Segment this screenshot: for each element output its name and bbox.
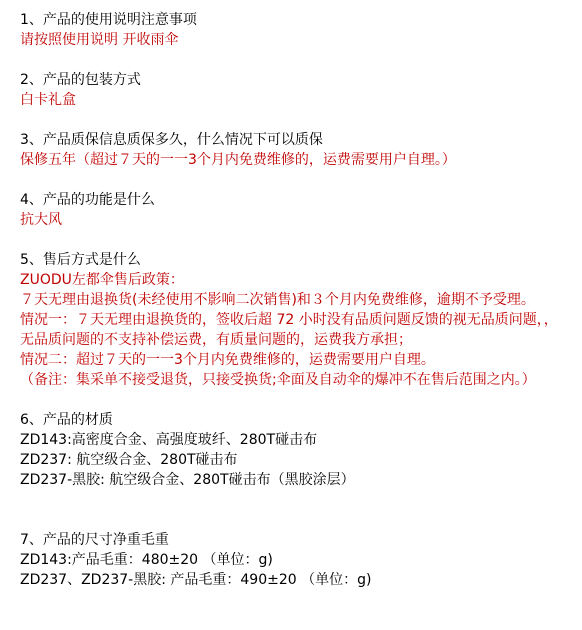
after-sales-case-two: 情况二：超过７天的一一3个月内免费维修的，运费需要用户自理。 (20, 352, 435, 368)
qa-document (20, 10, 570, 590)
after-sales-policy-title: ZUODU左都伞售后政策： (20, 272, 184, 288)
answer-warranty: 保修五年（超过７天的一一3个月内免费维修的，运费需要用户自理。） (20, 152, 456, 168)
answer-packaging: 白卡礼盒 (20, 92, 76, 108)
question-warranty: 3、产品质保信息质保多久，什么情况下可以质保 (20, 132, 323, 148)
section-function (20, 190, 570, 230)
section-material (20, 410, 570, 490)
weight-item: ZD237、ZD237-黑胶: 产品毛重：490±20 （单位：g) (20, 572, 372, 588)
answer-usage: 请按照使用说明 开收雨伞 (20, 32, 179, 48)
after-sales-case-one: 情况一：７天无理由退换货的，签收后超 72 小时没有品质问题反馈的视无品质问题，，无品质问题的不支持补偿运费，有质量问题的，运费我方承担； (20, 312, 558, 348)
question-packaging: 2、产品的包装方式 (20, 72, 141, 88)
question-function: 4、产品的功能是什么 (20, 192, 155, 208)
after-sales-policy-line: ７天无理由退换货(未经使用不影响二次销售)和３个月内免费维修，逾期不予受理。 (20, 292, 535, 308)
section-packaging (20, 70, 570, 110)
answer-function: 抗大风 (20, 212, 62, 228)
question-after-sales: 5、售后方式是什么 (20, 252, 141, 268)
section-after-sales (20, 250, 570, 390)
section-warranty (20, 130, 570, 170)
after-sales-note: （备注：集采单不接受退货，只接受换货;伞面及自动伞的爆冲不在售后范围之内。） (20, 372, 536, 388)
question-usage: 1、产品的使用说明注意事项 (20, 12, 197, 28)
question-material: 6、产品的材质 (20, 412, 113, 428)
section-usage (20, 10, 570, 50)
material-item: ZD143:高密度合金、高强度玻纤、280T碰击布 (20, 432, 318, 448)
material-item: ZD237: 航空级合金、280T碰击布 (20, 452, 238, 468)
material-item: ZD237-黑胶: 航空级合金、280T碰击布（黑胶涂层） (20, 472, 355, 488)
weight-item: ZD143:产品毛重：480±20 （单位：g) (20, 552, 273, 568)
section-size-weight (20, 530, 570, 590)
question-size-weight: 7、产品的尺寸净重毛重 (20, 532, 169, 548)
